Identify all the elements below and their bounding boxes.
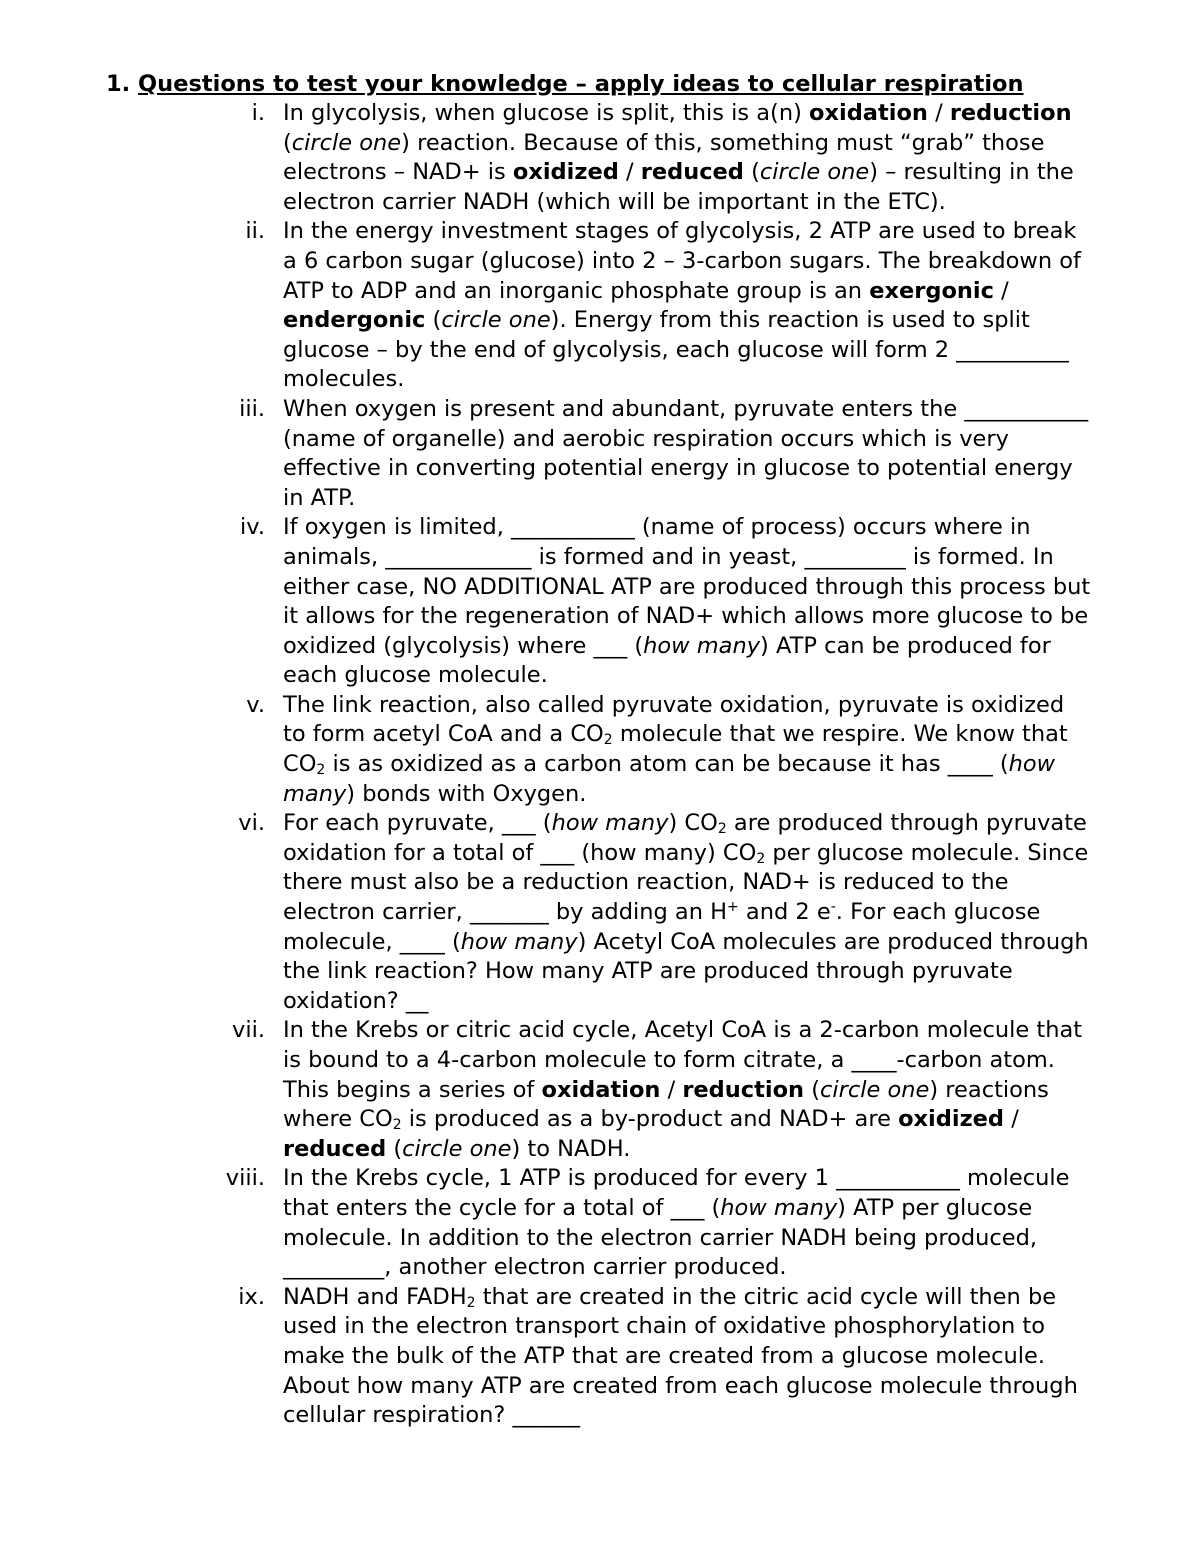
question-text-line: [283, 1253, 1200, 1283]
text-run: in ATP.: [283, 484, 356, 511]
text-run: molecule, ____ (: [283, 928, 461, 955]
question-text-line: [283, 1342, 1200, 1372]
question-text-line: [283, 513, 1200, 543]
question-text-line: [283, 661, 1200, 691]
text-run: /: [993, 277, 1009, 304]
question-text-line: [283, 425, 1200, 455]
question-text-line: [283, 277, 1200, 307]
text-run: circle one: [441, 307, 551, 334]
question-numeral: iv.: [240, 514, 265, 541]
text-run: 2: [466, 1294, 476, 1311]
text-run: -: [830, 899, 836, 916]
text-run: +: [727, 899, 739, 916]
question-text-line: [283, 1194, 1200, 1224]
text-run: that enters the cycle for a total of ___ (: [283, 1194, 721, 1221]
text-run: (name of organelle) and aerobic respiration occurs which is very: [283, 425, 1009, 452]
text-run: circle one: [820, 1076, 930, 1103]
text-run: per glucose molecule. Since: [765, 839, 1089, 866]
question-text-line: [283, 484, 1200, 514]
text-run: . For each glucose: [835, 899, 1041, 926]
text-run: how: [1008, 751, 1056, 778]
text-run: animals, _____________ is formed and in yeast, _________ is formed. In: [283, 543, 1054, 570]
question-text-line: [283, 839, 1200, 869]
text-run: are produced through pyruvate: [726, 810, 1087, 837]
text-run: there must also be a reduction reaction, NAD+ is reduced to the: [283, 869, 1009, 896]
question-item: [0, 99, 1200, 217]
question-text-line: [283, 957, 1200, 987]
text-run: make the bulk of the ATP that are created from a glucose molecule.: [283, 1342, 1046, 1369]
question-text-line: [283, 602, 1200, 632]
text-run: ) Acetyl CoA molecules are produced through: [577, 928, 1089, 955]
text-run: CO: [283, 751, 317, 778]
text-run: glucose – by the end of glycolysis, each glucose will form 2 __________: [283, 336, 1069, 363]
question-text-line: [283, 809, 1200, 839]
question-text-line: [283, 247, 1200, 277]
question-numeral: iii.: [239, 395, 265, 422]
text-run: The link reaction, also called pyruvate oxidation, pyruvate is oxidized: [283, 691, 1065, 718]
text-run: 2: [717, 821, 727, 838]
text-run: effective in converting potential energy in glucose to potential energy: [283, 455, 1073, 482]
text-run: ) CO: [668, 810, 718, 837]
question-text-line: [283, 217, 1200, 247]
text-run: cellular respiration? ______: [283, 1402, 581, 1429]
text-run: to form acetyl CoA and a CO: [283, 721, 604, 748]
question-numeral: ix.: [238, 1283, 265, 1310]
question-text-line: [283, 868, 1200, 898]
question-item: [0, 1283, 1200, 1431]
text-run: For each pyruvate, ___ (: [283, 810, 552, 837]
text-run: molecules.: [283, 366, 405, 393]
text-run: ) ATP per glucose: [837, 1194, 1033, 1221]
text-run: (: [743, 159, 760, 186]
question-text-line: [283, 158, 1200, 188]
text-run: This begins a series of: [283, 1076, 542, 1103]
text-run: ) – resulting in the: [869, 159, 1074, 186]
text-run: each glucose molecule.: [283, 662, 548, 689]
text-run: oxidation: [541, 1076, 661, 1103]
text-run: ATP to ADP and an inorganic phosphate group is an: [283, 277, 870, 304]
section-title: Questions to test your knowledge – apply ideas to cellular respiration: [138, 71, 1024, 97]
question-text-line: [283, 454, 1200, 484]
question-text-line: [283, 1046, 1200, 1076]
question-text-line: [283, 1164, 1200, 1194]
text-run: circle one: [402, 1135, 512, 1162]
question-text-line: [283, 1105, 1200, 1135]
text-run: When oxygen is present and abundant, pyruvate enters the ___________: [283, 395, 1089, 422]
text-run: oxidation? __: [283, 987, 429, 1014]
text-run: endergonic: [283, 307, 426, 334]
question-text-line: [283, 898, 1200, 928]
text-run: /: [1004, 1106, 1019, 1133]
text-run: About how many ATP are created from each glucose molecule through: [283, 1372, 1078, 1399]
text-run: a 6 carbon sugar (glucose) into 2 – 3-carbon sugars. The breakdown of: [283, 247, 1081, 274]
text-run: oxidation: [809, 100, 928, 126]
text-run: how many: [720, 1194, 838, 1221]
text-run: the link reaction? How many ATP are produced through pyruvate: [283, 958, 1013, 985]
question-item: [0, 809, 1200, 1016]
text-run: oxidized: [898, 1106, 1005, 1133]
text-run: If oxygen is limited, ___________ (name of process) occurs where in: [283, 514, 1031, 541]
text-run: many: [283, 780, 347, 807]
text-run: exergonic: [869, 277, 994, 304]
question-text-line: [283, 750, 1200, 780]
question-item: [0, 1164, 1200, 1282]
text-run: _________, another electron carrier produced.: [283, 1254, 787, 1281]
text-run: (: [425, 307, 442, 334]
text-run: is bound to a 4-carbon molecule to form citrate, a ____-carbon atom.: [283, 1047, 1055, 1073]
question-text-line: [283, 395, 1200, 425]
question-text-line: [283, 928, 1200, 958]
text-run: reduction: [949, 100, 1072, 126]
text-run: NADH and FADH: [283, 1283, 467, 1310]
text-run: reduced: [640, 159, 744, 186]
question-text-line: [283, 1372, 1200, 1402]
text-run: ) ATP can be produced for: [760, 632, 1051, 659]
text-run: /: [660, 1076, 683, 1103]
text-run: electron carrier NADH (which will be important in the ETC).: [283, 188, 946, 215]
question-item: [0, 395, 1200, 513]
text-run: that are created in the citric acid cycle will then be: [475, 1283, 1057, 1310]
question-text-line: [283, 691, 1200, 721]
question-text-line: [283, 1283, 1200, 1313]
question-text-line: [283, 780, 1200, 810]
question-text-line: [283, 188, 1200, 218]
text-run: ) to NADH.: [511, 1135, 631, 1162]
text-run: either case, NO ADDITIONAL ATP are produced through this process but: [283, 573, 1091, 600]
text-run: /: [927, 100, 950, 126]
question-item: [0, 217, 1200, 395]
text-run: (: [283, 129, 292, 156]
text-run: reduced: [283, 1135, 387, 1162]
text-run: molecule that we respire. We know that: [612, 721, 1068, 748]
question-text-line: [283, 99, 1200, 129]
question-item: [0, 1016, 1200, 1164]
text-run: 2: [316, 762, 326, 779]
text-run: how many: [551, 810, 669, 837]
section-heading: [106, 69, 1024, 99]
question-numeral: v.: [246, 691, 265, 718]
question-text-line: [283, 336, 1200, 366]
text-run: ) reactions: [929, 1076, 1049, 1103]
text-run: 2: [756, 850, 766, 867]
text-run: electrons – NAD+ is: [283, 159, 513, 186]
question-text-line: [283, 365, 1200, 395]
text-run: In the Krebs or citric acid cycle, Acetyl CoA is a 2-carbon molecule that: [283, 1017, 1083, 1044]
text-run: how many: [643, 632, 761, 659]
question-text-line: [283, 306, 1200, 336]
question-text-line: [283, 129, 1200, 159]
section-number: 1.: [106, 71, 131, 97]
text-run: (: [386, 1135, 403, 1162]
text-run: used in the electron transport chain of oxidative phosphorylation to: [283, 1313, 1045, 1340]
text-run: /: [618, 159, 641, 186]
question-text-line: [283, 987, 1200, 1017]
text-run: 2: [603, 732, 613, 749]
text-run: ) bonds with Oxygen.: [346, 780, 587, 807]
question-numeral: vii.: [232, 1017, 265, 1044]
question-text-line: [283, 543, 1200, 573]
question-text-line: [283, 1135, 1200, 1165]
question-text-line: [283, 1312, 1200, 1342]
text-run: oxidation for a total of ___ (how many) CO: [283, 839, 757, 866]
text-run: circle one: [759, 159, 870, 186]
text-run: electron carrier, _______ by adding an H: [283, 899, 728, 926]
text-run: In the energy investment stages of glycolysis, 2 ATP are used to break: [283, 218, 1077, 245]
question-numeral: vi.: [238, 810, 265, 837]
question-text-line: [283, 1401, 1200, 1431]
text-run: is as oxidized as a carbon atom can be because it has ____ (: [325, 751, 1009, 778]
text-run: ) reaction. Because of this, something must “grab” those: [401, 129, 1045, 156]
question-list: [0, 99, 1200, 1431]
question-text-line: [283, 573, 1200, 603]
question-text-line: [283, 1016, 1200, 1046]
text-run: circle one: [291, 129, 402, 156]
question-item: [0, 513, 1200, 691]
question-text-line: [283, 1224, 1200, 1254]
text-run: where CO: [283, 1106, 393, 1133]
text-run: 2: [392, 1117, 402, 1134]
text-run: is produced as a by-product and NAD+ are: [401, 1106, 899, 1133]
text-run: ). Energy from this reaction is used to split: [550, 307, 1030, 334]
question-numeral: i.: [251, 100, 265, 126]
text-run: and 2 e: [738, 899, 831, 926]
question-text-line: [283, 632, 1200, 662]
text-run: In glycolysis, when glucose is split, this is a(n): [283, 100, 810, 126]
question-numeral: ii.: [245, 218, 265, 245]
text-run: how many: [460, 928, 578, 955]
text-run: molecule. In addition to the electron carrier NADH being produced,: [283, 1224, 1038, 1251]
question-text-line: [283, 1076, 1200, 1106]
question-item: [0, 691, 1200, 809]
question-numeral: viii.: [225, 1165, 265, 1192]
text-run: reduction: [682, 1076, 805, 1103]
text-run: oxidized: [512, 159, 619, 186]
text-run: it allows for the regeneration of NAD+ which allows more glucose to be: [283, 603, 1089, 630]
text-run: oxidized (glycolysis) where ___ (: [283, 632, 644, 659]
text-run: (: [804, 1076, 821, 1103]
text-run: In the Krebs cycle, 1 ATP is produced for every 1 ___________ molecule: [283, 1165, 1070, 1192]
question-text-line: [283, 720, 1200, 750]
